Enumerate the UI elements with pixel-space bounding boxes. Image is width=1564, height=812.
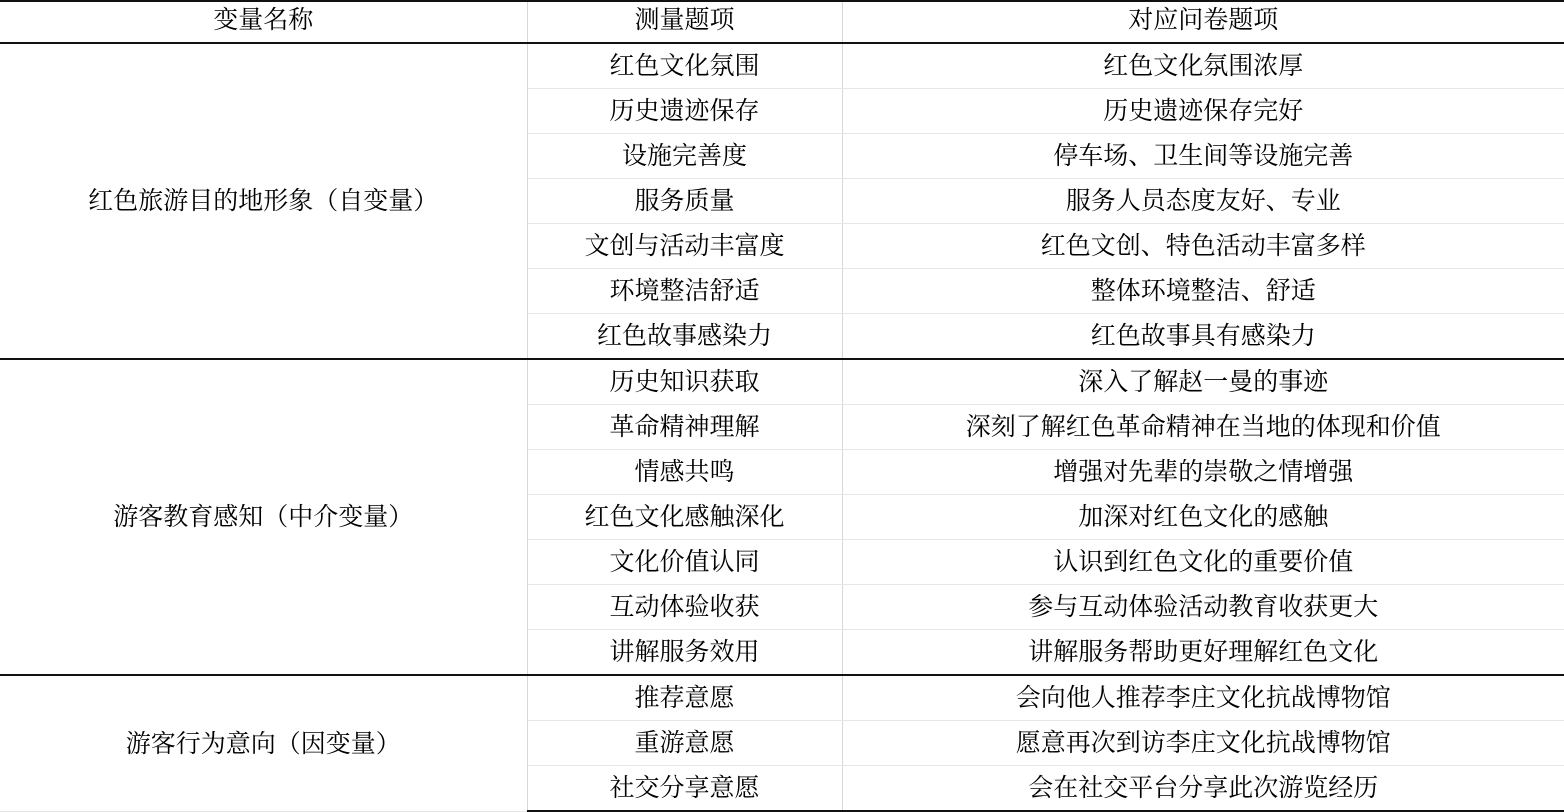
measurement-item-cell: 讲解服务效用 <box>527 630 842 676</box>
questionnaire-item-cell: 深刻了解红色革命精神在当地的体现和价值 <box>842 405 1564 450</box>
column-header-measurement-item: 测量题项 <box>527 1 842 43</box>
measurement-item-cell: 红色文化感触深化 <box>527 495 842 540</box>
measurement-item-cell: 革命精神理解 <box>527 405 842 450</box>
measurement-item-cell: 历史遗迹保存 <box>527 89 842 134</box>
questionnaire-item-cell: 历史遗迹保存完好 <box>842 89 1564 134</box>
questionnaire-item-cell: 参与互动体验活动教育收获更大 <box>842 585 1564 630</box>
measurement-item-cell: 社交分享意愿 <box>527 766 842 812</box>
column-header-variable-name: 变量名称 <box>0 1 527 43</box>
table-row <box>0 359 1564 405</box>
table-header-row <box>0 1 1564 43</box>
variable-group-label: 游客教育感知（中介变量） <box>0 359 527 675</box>
questionnaire-item-cell: 深入了解赵一曼的事迹 <box>842 359 1564 405</box>
questionnaire-item-cell: 加深对红色文化的感触 <box>842 495 1564 540</box>
measurement-item-cell: 重游意愿 <box>527 721 842 766</box>
measurement-item-cell: 文化价值认同 <box>527 540 842 585</box>
measurement-item-cell: 互动体验收获 <box>527 585 842 630</box>
measurement-item-cell: 红色故事感染力 <box>527 314 842 360</box>
questionnaire-item-cell: 停车场、卫生间等设施完善 <box>842 134 1564 179</box>
measurement-item-cell: 文创与活动丰富度 <box>527 224 842 269</box>
table-row <box>0 43 1564 89</box>
measurement-item-cell: 设施完善度 <box>527 134 842 179</box>
variable-group-label: 游客行为意向（因变量） <box>0 675 527 811</box>
questionnaire-item-cell: 整体环境整洁、舒适 <box>842 269 1564 314</box>
questionnaire-item-cell: 红色文创、特色活动丰富多样 <box>842 224 1564 269</box>
table-row <box>0 675 1564 721</box>
questionnaire-item-cell: 红色故事具有感染力 <box>842 314 1564 360</box>
measurement-item-cell: 红色文化氛围 <box>527 43 842 89</box>
measurement-item-cell: 环境整洁舒适 <box>527 269 842 314</box>
questionnaire-item-cell: 红色文化氛围浓厚 <box>842 43 1564 89</box>
variable-group-label: 红色旅游目的地形象（自变量） <box>0 43 527 359</box>
questionnaire-item-cell: 会在社交平台分享此次游览经历 <box>842 766 1564 812</box>
questionnaire-item-cell: 会向他人推荐李庄文化抗战博物馆 <box>842 675 1564 721</box>
column-header-questionnaire-item: 对应问卷题项 <box>842 1 1564 43</box>
table-header <box>0 1 1564 43</box>
measurement-item-cell: 推荐意愿 <box>527 675 842 721</box>
questionnaire-item-cell: 愿意再次到访李庄文化抗战博物馆 <box>842 721 1564 766</box>
questionnaire-item-cell: 服务人员态度友好、专业 <box>842 179 1564 224</box>
questionnaire-item-cell: 讲解服务帮助更好理解红色文化 <box>842 630 1564 676</box>
questionnaire-item-cell: 认识到红色文化的重要价值 <box>842 540 1564 585</box>
table-body <box>0 43 1564 811</box>
measurement-item-cell: 历史知识获取 <box>527 359 842 405</box>
questionnaire-item-cell: 增强对先辈的崇敬之情增强 <box>842 450 1564 495</box>
measurement-item-cell: 服务质量 <box>527 179 842 224</box>
measurement-item-cell: 情感共鸣 <box>527 450 842 495</box>
